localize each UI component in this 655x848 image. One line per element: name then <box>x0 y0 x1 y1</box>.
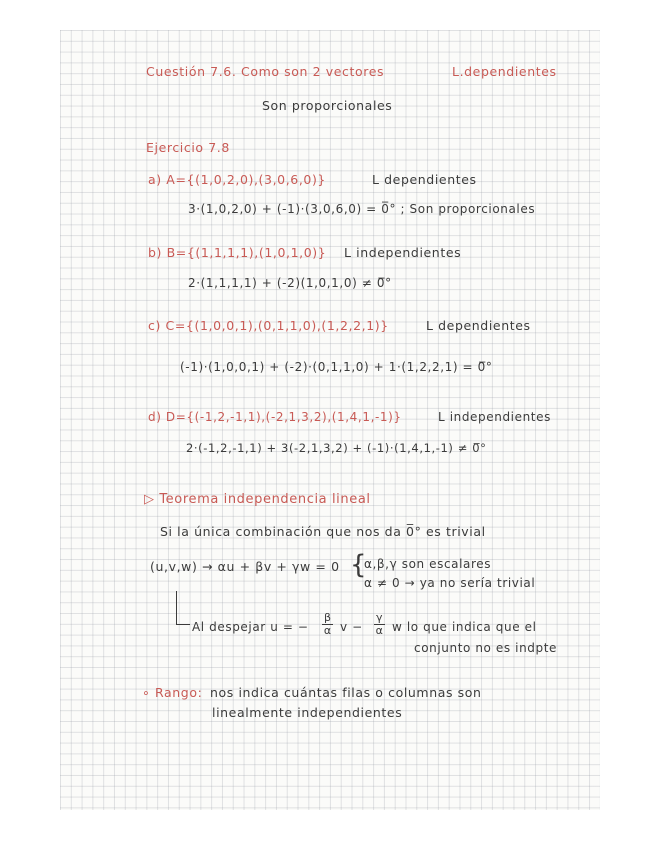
fraction-beta-alpha <box>322 612 333 636</box>
theorem-non-trivial: α ≠ 0 → ya no sería trivial <box>364 576 536 590</box>
item-b-calculation: 2·(1,1,1,1) + (-2)(1,0,1,0) ≠ 0̅° <box>188 276 392 290</box>
item-c-result: L dependientes <box>426 318 531 333</box>
theorem-brace: { <box>350 550 367 580</box>
item-c-set: c) C={(1,0,0,1),(0,1,1,0),(1,2,2,1)} <box>148 318 389 333</box>
item-a-result: L dependientes <box>372 172 477 187</box>
item-a-set: a) A={(1,0,2,0),(3,0,6,0)} <box>148 172 326 187</box>
theorem-scalars: α,β,γ son escalares <box>364 557 492 571</box>
fraction-gamma-numerator: γ <box>376 611 383 624</box>
item-d-set: d) D={(-1,2,-1,1),(-2,1,3,2),(1,4,1,-1)} <box>148 410 402 424</box>
item-a-calculation: 3·(1,0,2,0) + (-1)·(3,0,6,0) = 0̅° ; Son proporcionales <box>188 202 536 216</box>
item-b-result: L independientes <box>344 245 462 260</box>
exercise-7-8-heading: Ejercicio 7.8 <box>146 140 230 155</box>
question-7-6-detail: Son proporcionales <box>262 98 393 113</box>
item-c-calculation: (-1)·(1,0,0,1) + (-2)·(0,1,1,0) + 1·(1,2,2,1) = 0̅° <box>180 360 493 374</box>
item-d-result: L independientes <box>438 410 551 424</box>
item-d-calculation: 2·(-1,2,-1,1) + 3(-2,1,3,2) + (-1)·(1,4,1,-1) ≠ 0̅° <box>186 441 487 455</box>
rank-definition: nos indica cuántas filas o columnas son <box>210 685 482 700</box>
theorem-conclusion: conjunto no es indpte <box>414 641 558 655</box>
theorem-solve-end: w lo que indica que el <box>392 620 537 634</box>
theorem-heading: ▷ Teorema independencia lineal <box>144 492 371 507</box>
question-7-6-answer: L.dependientes <box>452 64 557 79</box>
fraction-gamma-alpha <box>374 612 385 636</box>
arrow-stem <box>176 591 177 625</box>
theorem-solve-mid: v − <box>340 620 363 634</box>
fraction-beta-numerator: β <box>324 611 332 624</box>
theorem-solve-start: Al despejar u = − <box>192 620 309 634</box>
fraction-gamma-denominator: α <box>375 623 383 637</box>
fraction-beta-denominator: α <box>323 623 332 637</box>
item-b-set: b) B={(1,1,1,1),(1,0,1,0)} <box>148 245 327 260</box>
theorem-statement: Si la única combinación que nos da 0̅° es trivial <box>160 524 486 539</box>
rank-definition-cont: linealmente independientes <box>212 705 403 720</box>
question-7-6: Cuestión 7.6. Como son 2 vectores <box>146 64 385 79</box>
theorem-combination: (u,v,w) → αu + βv + γw = 0 <box>150 559 340 574</box>
arrow-foot <box>176 624 190 625</box>
rank-label: ∘ Rango: <box>142 685 203 700</box>
